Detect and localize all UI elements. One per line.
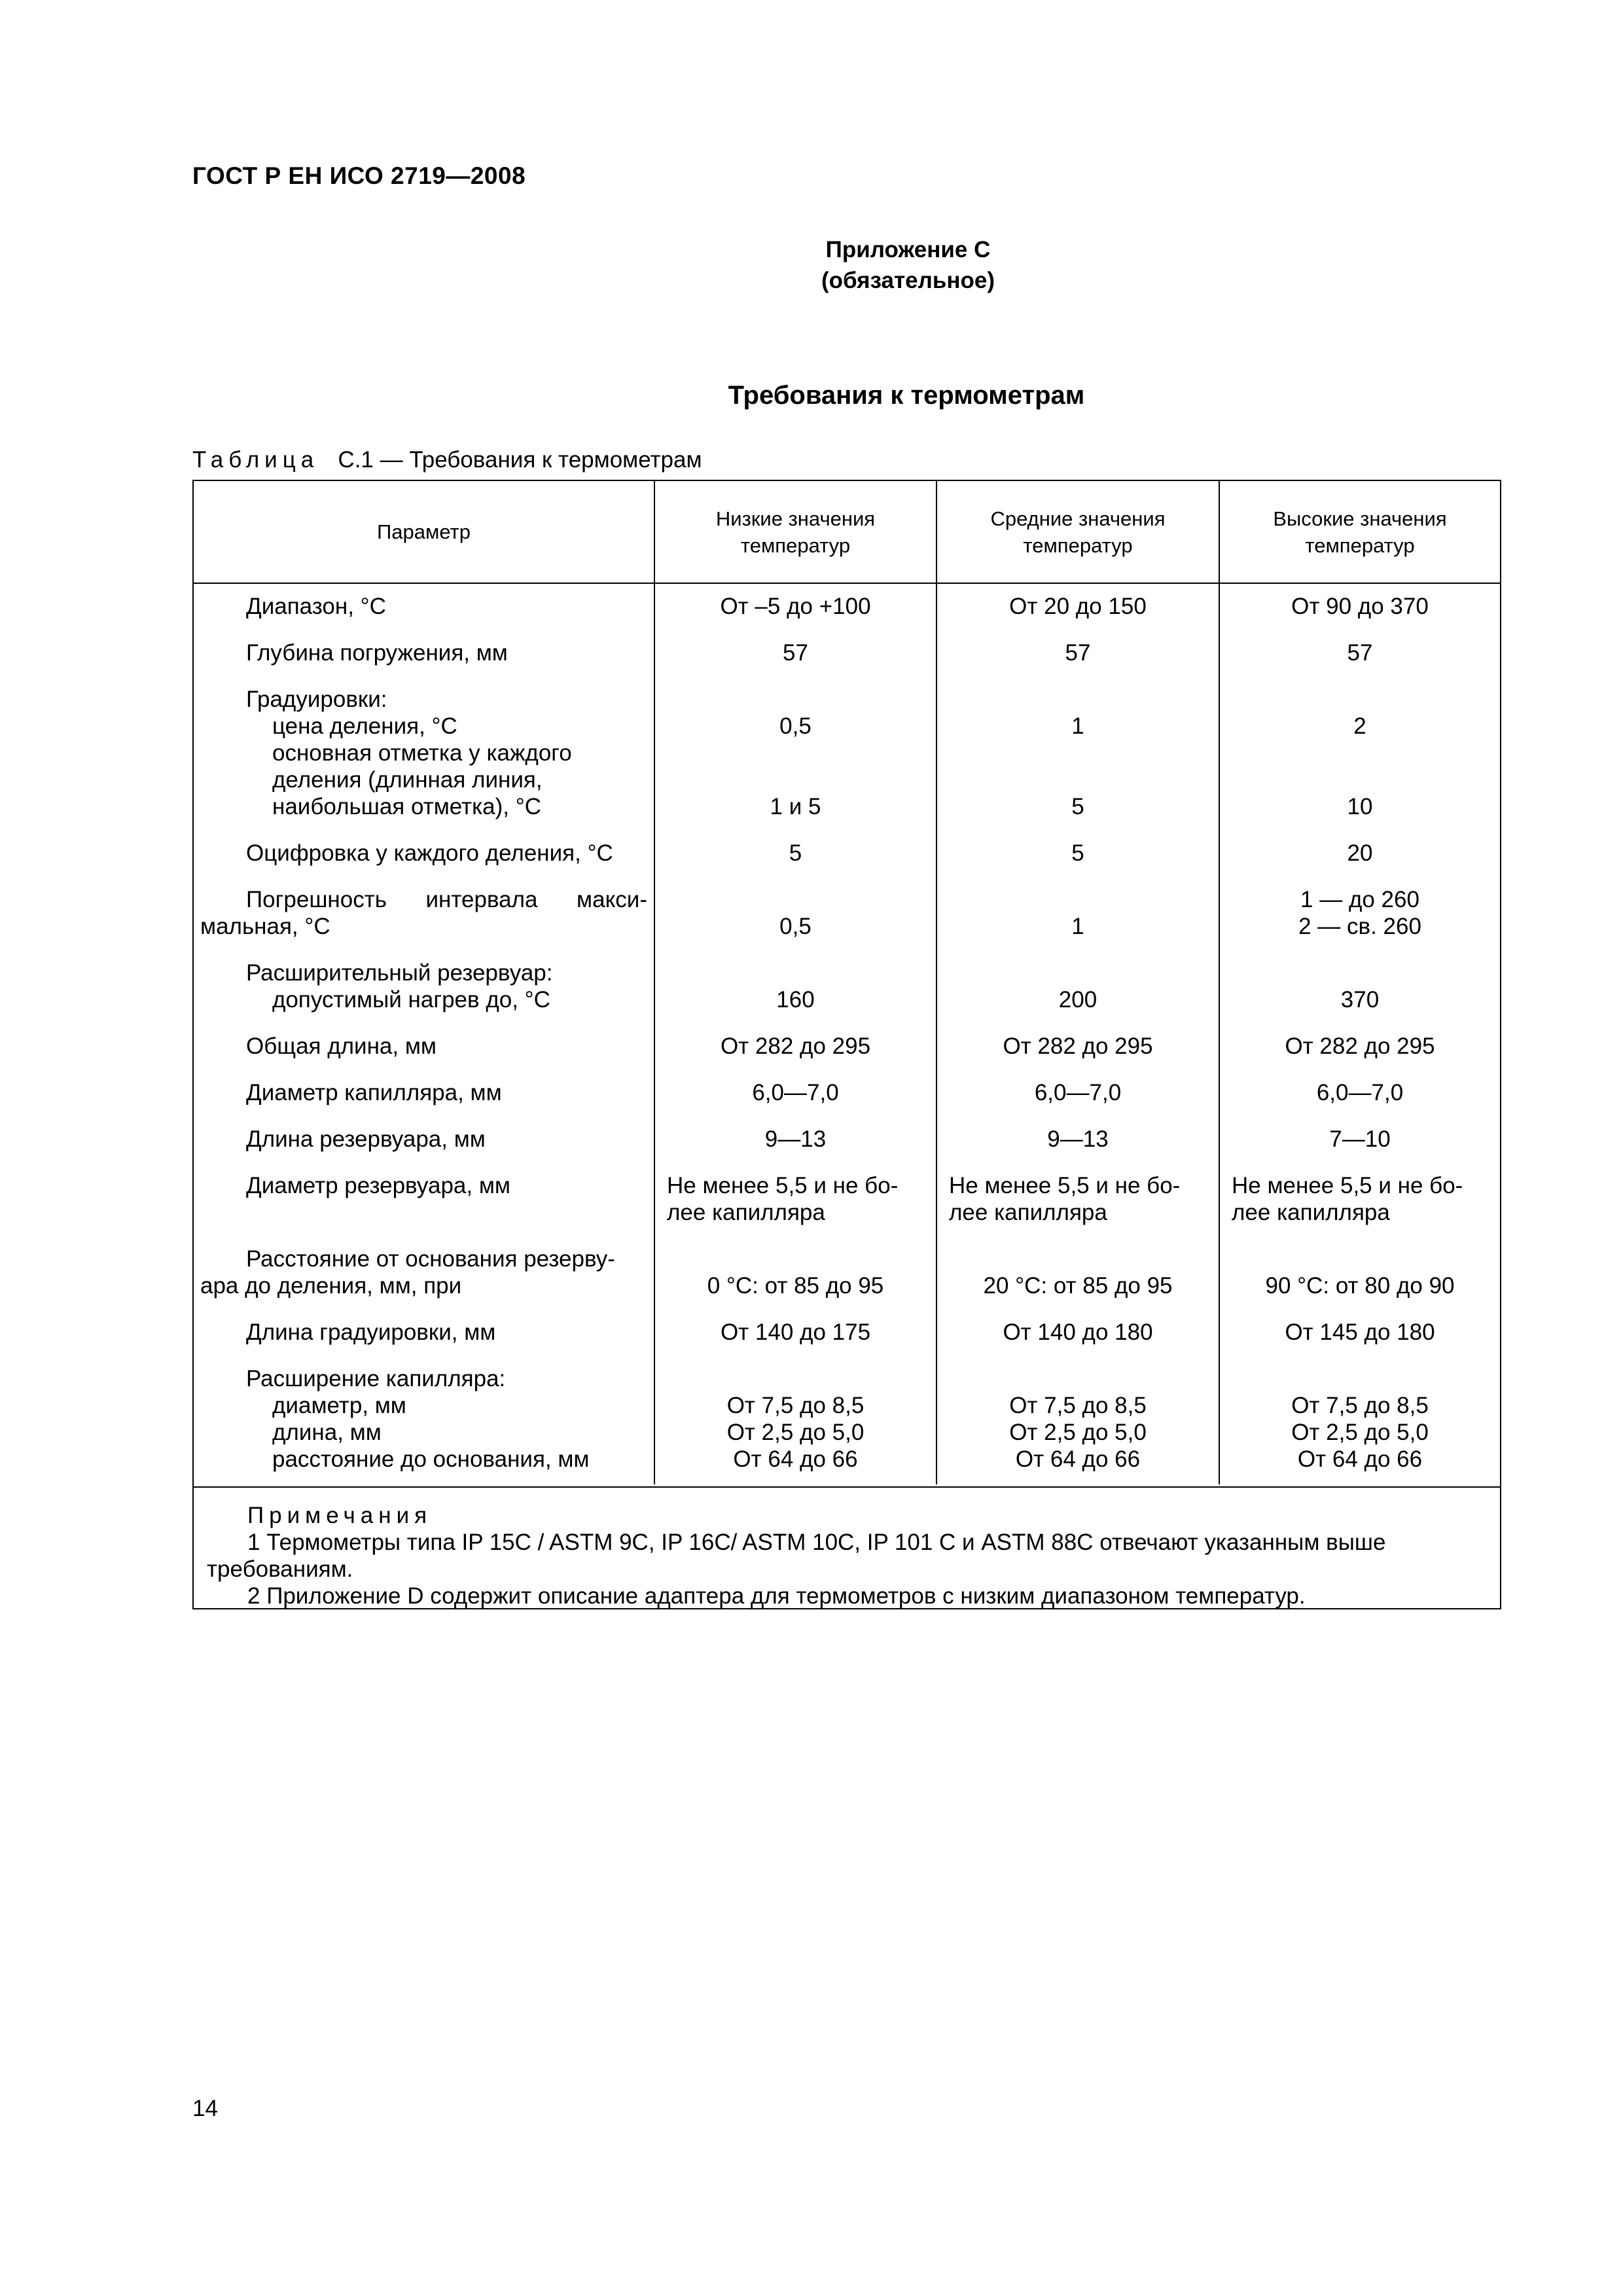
page-number: 14 [192, 2096, 218, 2121]
table-row: Расширение капилляра: диаметр, мм длина, мм расстояние до основания, мм От 7,5 до 8,5 От 2,5 до 5,0 От 64 до 66 От 7,5 до 8,5 От 2,5 до 5,0 От 64 до 66 От 7,5 до 8,5 От 2,5 до 5,0 От 64 до 66 [194, 1346, 1500, 1484]
note-2: 2 Приложение D содержит описание адаптера для термометров с низким диапазоном температур. [247, 1583, 1306, 1609]
notes-title: Примечания [247, 1503, 433, 1528]
document-header: ГОСТ Р ЕН ИСО 2719—2008 [192, 162, 526, 189]
appendix-heading [0, 234, 1623, 296]
table-row: Глубина погружения, мм 57 57 57 [194, 620, 1500, 666]
appendix-title: Приложение С [825, 237, 991, 262]
header-mid: Средние значения температур [936, 481, 1219, 583]
table-row: Оцифровка у каждого деления, °С 5 5 20 [194, 820, 1500, 867]
table-row: Длина градуировки, мм От 140 до 175 От 140 до 180 От 145 до 180 [194, 1299, 1500, 1346]
table-caption [192, 447, 702, 473]
table-row: Общая длина, мм От 282 до 295 От 282 до 295 От 282 до 295 [194, 1013, 1500, 1060]
requirements-table [192, 480, 1501, 1609]
appendix-status: (обязательное) [821, 268, 995, 293]
header-low: Низкие значения температур [654, 481, 936, 583]
table-notes [194, 1486, 1500, 1609]
table-row: Расстояние от основания резерву- ара до деления, мм, при 0 °С: от 85 до 95 20 °С: от 85 до 95 90 °С: от 80 до 90 [194, 1226, 1500, 1299]
table-caption-text: С.1 — Требования к термометрам [338, 447, 702, 473]
section-title: Требования к термометрам [728, 381, 1085, 410]
table-row: основная отметка у каждого деления (длинная линия, наибольшая отметка), °С 1 и 5 5 10 [194, 740, 1500, 820]
table-row: Длина резервуара, мм 9—13 9—13 7—10 [194, 1106, 1500, 1153]
table-header-row [194, 481, 1500, 583]
note-1-continued: требованиям. [207, 1556, 353, 1582]
header-high: Высокие значения температур [1219, 481, 1500, 583]
table-row: Диаметр капилляра, мм 6,0—7,0 6,0—7,0 6,0—7,0 [194, 1060, 1500, 1106]
table-row: Диапазон, °С От –5 до +100 От 20 до 150 От 90 до 370 [194, 583, 1500, 620]
table-row: Погрешность интервала макси- мальная, °С 0,5 1 1 — до 260 2 — св. 260 [194, 867, 1500, 940]
note-1: 1 Термометры типа IP 15C / ASTM 9C, IP 16C/ ASTM 10C, IP 101 C и ASTM 88C отвечают указанным выше [247, 1530, 1386, 1555]
table-caption-word: Таблица [192, 447, 319, 473]
table-row: Диаметр резервуара, мм Не менее 5,5 и не бо- лее капилляра Не менее 5,5 и не бо- лее капилляра Не менее 5,5 и не бо- лее капилляра [194, 1153, 1500, 1226]
table-row: Градуировки: цена деления, °С 0,5 1 2 [194, 666, 1500, 740]
header-param: Параметр [194, 481, 654, 583]
table-row: Расширительный резервуар: допустимый нагрев до, °С 160 200 370 [194, 940, 1500, 1013]
requirements-grid [194, 481, 1500, 1484]
